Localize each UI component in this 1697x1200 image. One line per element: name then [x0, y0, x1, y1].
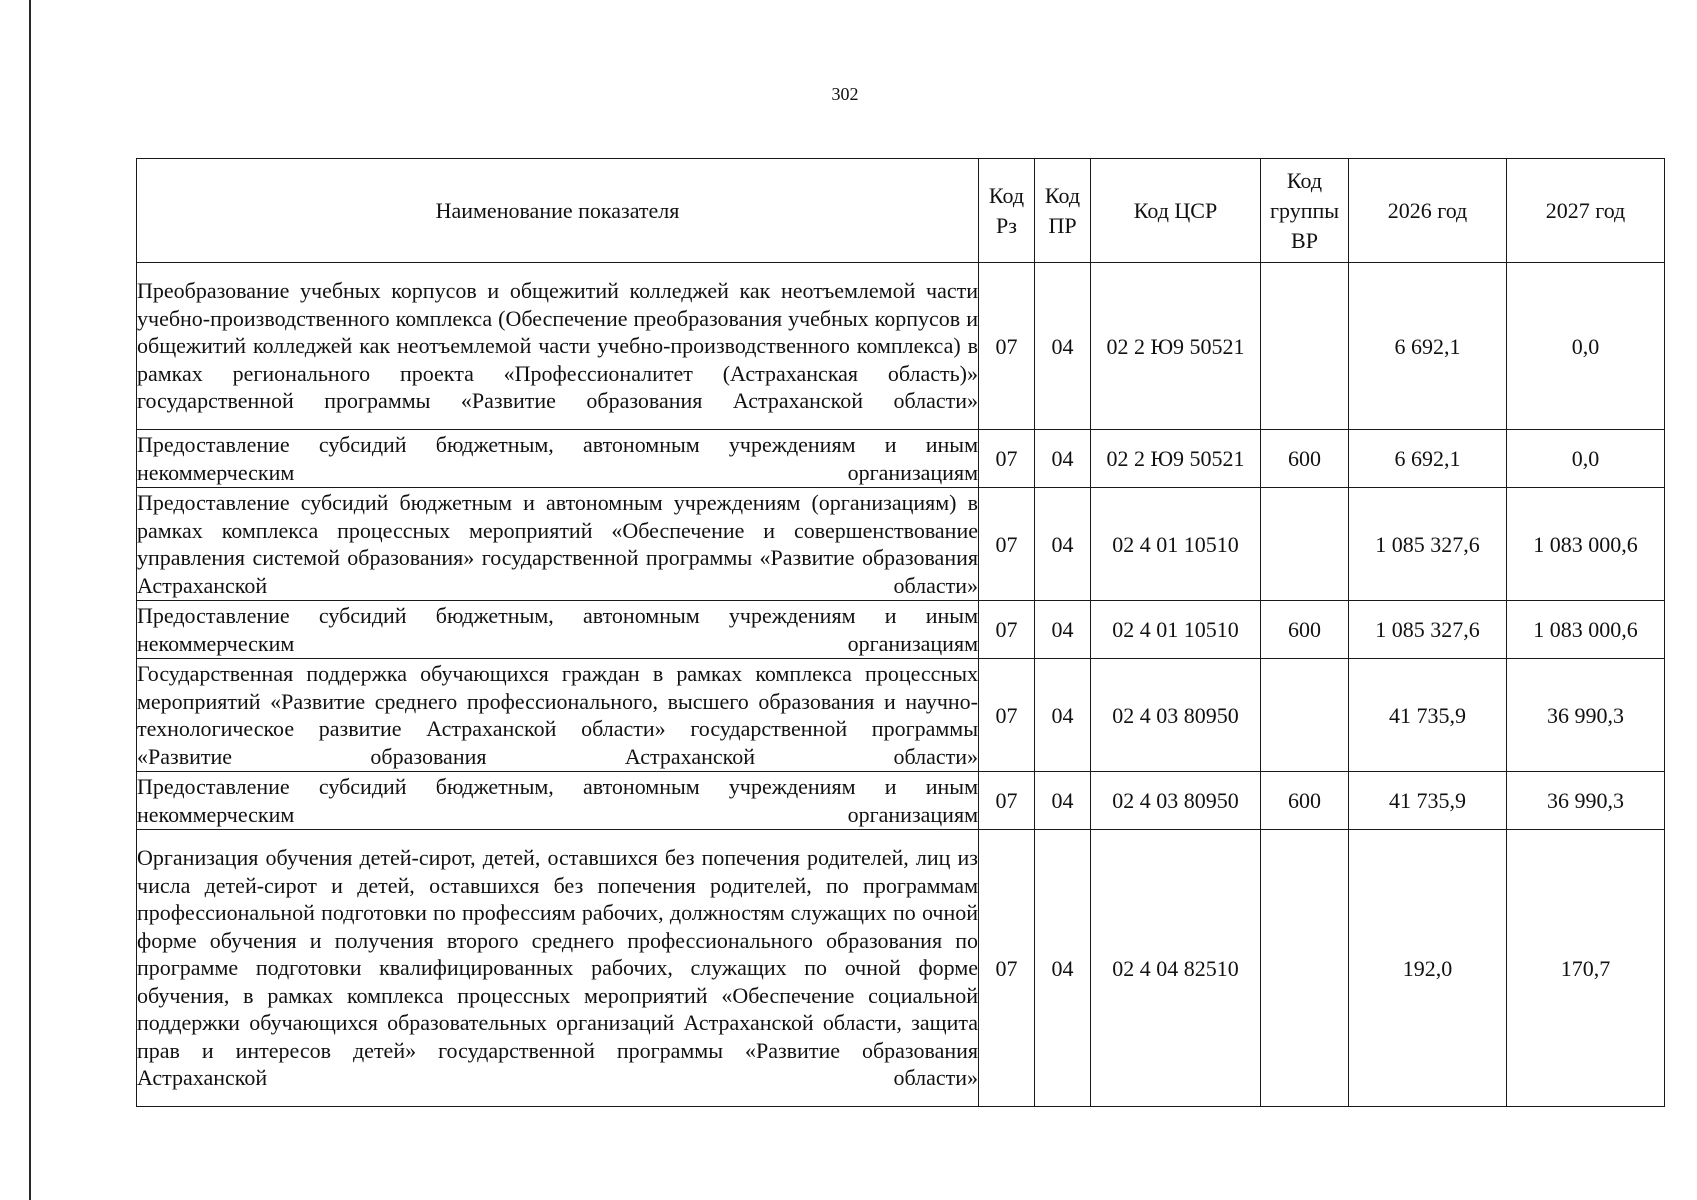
row-code-pr: 04 — [1035, 659, 1091, 772]
row-2026: 6 692,1 — [1349, 263, 1507, 430]
row-code-csr: 02 4 03 80950 — [1091, 659, 1261, 772]
header-2026: 2026 год — [1349, 159, 1507, 263]
row-2027: 1 083 000,6 — [1507, 601, 1665, 659]
header-code-rz: Код Рз — [979, 159, 1035, 263]
table-row — [137, 772, 1665, 830]
header-code-vr: Код группы ВР — [1261, 159, 1349, 263]
row-code-csr: 02 4 03 80950 — [1091, 772, 1261, 830]
row-name: Предоставление субсидий бюджетным, автономным учреждениям и иным некоммерческим организациям — [137, 772, 979, 830]
row-code-rz: 07 — [979, 488, 1035, 601]
header-code-csr: Код ЦСР — [1091, 159, 1261, 263]
budget-table — [136, 158, 1665, 1107]
row-2026: 1 085 327,6 — [1349, 488, 1507, 601]
row-code-csr: 02 2 Ю9 50521 — [1091, 263, 1261, 430]
row-code-vr — [1261, 830, 1349, 1107]
row-2027: 0,0 — [1507, 430, 1665, 488]
table-row — [137, 659, 1665, 772]
row-code-rz: 07 — [979, 772, 1035, 830]
binding-margin-line — [29, 0, 31, 1200]
row-code-csr: 02 4 01 10510 — [1091, 488, 1261, 601]
row-2026: 41 735,9 — [1349, 772, 1507, 830]
header-code-pr: Код ПР — [1035, 159, 1091, 263]
row-code-pr: 04 — [1035, 772, 1091, 830]
row-code-pr: 04 — [1035, 488, 1091, 601]
row-code-vr: 600 — [1261, 430, 1349, 488]
table-header-row — [137, 159, 1665, 263]
row-2027: 0,0 — [1507, 263, 1665, 430]
row-name: Преобразование учебных корпусов и общежитий колледжей как неотъемлемой части учебно-производственного комплекса (Обеспечение преобразования учебных корпусов и общежитий колледжей как неотъемлемой части учебно-производственного комплекса) в рамках регионального проекта «Профессионалитет (Астраханская область)» государственной программы «Развитие образования Астраханской области» — [137, 263, 979, 430]
row-name: Предоставление субсидий бюджетным, автономным учреждениям и иным некоммерческим организациям — [137, 601, 979, 659]
row-code-vr: 600 — [1261, 601, 1349, 659]
row-2026: 6 692,1 — [1349, 430, 1507, 488]
table-row — [137, 488, 1665, 601]
row-name: Организация обучения детей-сирот, детей, оставшихся без попечения родителей, лиц из числа детей-сирот и детей, оставшихся без попечения родителей, по программам профессиональной подготовки по профессиям рабочих, должностям служащих по очной форме обучения и получения второго среднего профессионального образования по программе подготовки квалифицированных рабочих, служащих по очной форме обучения, в рамках комплекса процессных мероприятий «Обеспечение социальной поддержки обучающихся образовательных организаций Астраханской области, защита прав и интересов детей» государственной программы «Развитие образования Астраханской области» — [137, 830, 979, 1107]
table-row — [137, 601, 1665, 659]
row-name: Предоставление субсидий бюджетным, автономным учреждениям и иным некоммерческим организациям — [137, 430, 979, 488]
row-code-rz: 07 — [979, 659, 1035, 772]
row-code-rz: 07 — [979, 830, 1035, 1107]
header-name: Наименование показателя — [137, 159, 979, 263]
row-name: Государственная поддержка обучающихся граждан в рамках комплекса процессных мероприятий «Развитие среднего профессионального, высшего образования и научно-технологическое развитие Астраханской области» государственной программы «Развитие образования Астраханской области» — [137, 659, 979, 772]
table-row — [137, 430, 1665, 488]
row-2027: 36 990,3 — [1507, 772, 1665, 830]
row-2027: 170,7 — [1507, 830, 1665, 1107]
row-code-vr — [1261, 659, 1349, 772]
row-code-pr: 04 — [1035, 263, 1091, 430]
table-row — [137, 830, 1665, 1107]
row-code-csr: 02 2 Ю9 50521 — [1091, 430, 1261, 488]
header-2027: 2027 год — [1507, 159, 1665, 263]
row-2026: 41 735,9 — [1349, 659, 1507, 772]
row-code-csr: 02 4 01 10510 — [1091, 601, 1261, 659]
row-code-pr: 04 — [1035, 601, 1091, 659]
page-number: 302 — [831, 84, 859, 104]
table-row — [137, 263, 1665, 430]
row-2026: 1 085 327,6 — [1349, 601, 1507, 659]
row-name: Предоставление субсидий бюджетным и автономным учреждениям (организациям) в рамках комплекса процессных мероприятий «Обеспечение и совершенствование управления системой образования» государственной программы «Развитие образования Астраханской области» — [137, 488, 979, 601]
row-2027: 1 083 000,6 — [1507, 488, 1665, 601]
row-code-rz: 07 — [979, 263, 1035, 430]
row-code-vr: 600 — [1261, 772, 1349, 830]
row-2027: 36 990,3 — [1507, 659, 1665, 772]
row-code-pr: 04 — [1035, 830, 1091, 1107]
row-code-csr: 02 4 04 82510 — [1091, 830, 1261, 1107]
row-2026: 192,0 — [1349, 830, 1507, 1107]
row-code-rz: 07 — [979, 430, 1035, 488]
row-code-rz: 07 — [979, 601, 1035, 659]
row-code-vr — [1261, 488, 1349, 601]
row-code-pr: 04 — [1035, 430, 1091, 488]
row-code-vr — [1261, 263, 1349, 430]
